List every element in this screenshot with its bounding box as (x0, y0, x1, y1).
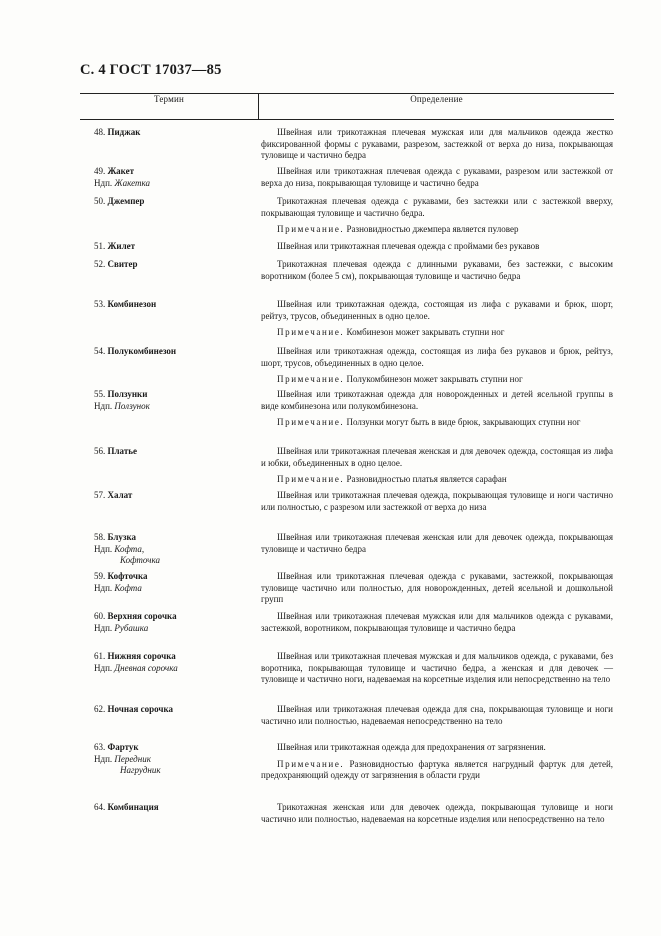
term-name: Свитер (107, 259, 138, 269)
deprecated-term: Жакетка (114, 177, 150, 188)
ndp-label: Ндп. (94, 400, 113, 411)
term-cell (94, 259, 264, 271)
term-name: Комбинезон (107, 299, 157, 309)
definition-note (261, 759, 613, 782)
term-cell (94, 704, 264, 716)
definition-text: Швейная или трикотажная плечевая мужская или для мальчиков одежда жестко фиксированной формы с рукавами, разрезом, застежкой от верха до низа, покрывающая туловище и частично бедра (261, 127, 613, 161)
deprecated-term: Кофта, (114, 543, 145, 554)
term-number: 54. (94, 346, 106, 356)
deprecated-term: Рубашка (114, 622, 149, 633)
term-name: Кофточка (107, 571, 148, 581)
note-label: Примечание. (277, 224, 345, 235)
note-text: Полукомбинезон может закрывать ступни ног (346, 374, 523, 385)
definition-cell (261, 446, 613, 486)
term-name: Жакет (107, 166, 135, 176)
deprecated-term: Кофта (114, 582, 142, 593)
term-number: 49. (94, 166, 106, 176)
term-cell (94, 196, 264, 208)
definition-note (261, 327, 613, 339)
note-label: Примечание. (277, 374, 345, 385)
term-cell (94, 389, 264, 412)
note-label: Примечание. (277, 474, 345, 485)
deprecated-term-line (94, 754, 264, 766)
definition-text: Швейная или трикотажная плечевая женская или для девочек одежда, покрывающая туловище и частично бедра (261, 532, 613, 554)
table-header-divider (258, 94, 259, 119)
term-number: 55. (94, 389, 106, 399)
term-cell (94, 299, 264, 311)
term-number: 64. (94, 802, 106, 812)
definition-text: Швейная или трикотажная плечевая женская и для девочек одежда, состоящая из лифа и юбки, объединенных в одно целое. (261, 446, 613, 468)
deprecated-term: Дневная сорочка (114, 662, 178, 673)
definition-cell (261, 651, 613, 686)
table-header (80, 94, 614, 119)
definition-cell (261, 196, 613, 236)
term-name: Ночная сорочка (107, 704, 174, 714)
term-name: Полукомбинезон (107, 346, 177, 356)
term-number: 58. (94, 532, 106, 542)
term-cell (94, 532, 264, 567)
definition-text: Швейная или трикотажная одежда, состоящая из лифа без рукавов и брюк, рейтуз, шорт, трусов, объединенных в одно целое. (261, 346, 613, 368)
term-cell (94, 802, 264, 814)
term-number: 59. (94, 571, 106, 581)
definition-cell (261, 346, 613, 386)
term-number: 50. (94, 196, 106, 206)
term-name: Платье (107, 446, 137, 456)
ndp-label: Ндп. (94, 622, 113, 633)
term-name: Верхняя сорочка (107, 611, 177, 621)
term-cell (94, 241, 264, 253)
term-cell (94, 127, 264, 139)
table-header-rule (80, 119, 614, 120)
note-text: Ползунки могут быть в виде брюк, закрывающих ступни ног (346, 417, 581, 428)
definition-text: Швейная или трикотажная одежда, состоящая из лифа с рукавами и брюк, шорт, рейтуз, трусов, объединенных в одно целое. (261, 299, 613, 321)
definition-text: Швейная или трикотажная плечевая одежда с рукавами, разрезом или застежкой от верха до низа, покрывающая туловище и частично бедра (261, 166, 613, 188)
term-name: Халат (107, 490, 133, 500)
deprecated-term-line (94, 663, 264, 675)
term-cell (94, 490, 264, 502)
definition-cell (261, 802, 613, 825)
term-cell (94, 651, 264, 674)
note-text: Разновидностью платья является сарафан (346, 474, 507, 485)
deprecated-term: Ползунок (114, 400, 150, 411)
term-cell (94, 611, 264, 634)
ndp-label: Ндп. (94, 662, 113, 673)
term-cell (94, 446, 264, 458)
definition-text: Швейная или трикотажная одежда для предохранения от загрязнения. (277, 742, 546, 752)
term-number: 60. (94, 611, 106, 621)
term-name: Ползунки (107, 389, 148, 399)
deprecated-term-line (94, 178, 264, 190)
definition-text: Швейная или трикотажная плечевая одежда для сна, покрывающая туловище и ноги частично или полностью, надеваемая непосредственно на тело (261, 704, 613, 726)
definition-text: Швейная или трикотажная плечевая одежда с рукавами, застежкой, покрывающая туловище частично или полностью, для новорожденных, детей ясельной и дошкольной групп (261, 571, 613, 605)
note-text: Разновидностью джемпера является пуловер (346, 224, 519, 235)
definition-cell (261, 611, 613, 634)
ndp-label: Ндп. (94, 543, 113, 554)
definition-note (261, 224, 613, 236)
term-number: 63. (94, 742, 106, 752)
definition-note (261, 374, 613, 386)
term-number: 51. (94, 241, 106, 251)
term-cell (94, 346, 264, 358)
definition-text: Трикотажная плечевая одежда с рукавами, без застежки или с застежкой вверху, покрывающая туловище и частично бедра. (261, 196, 613, 218)
term-number: 56. (94, 446, 106, 456)
term-cell (94, 742, 264, 777)
term-number: 61. (94, 651, 106, 661)
definition-text: Трикотажная плечевая одежда с длинными рукавами, без застежки, с высоким воротником (более 5 см), покрывающая туловище и частично бедра (261, 259, 613, 281)
definition-cell (261, 532, 613, 555)
definition-cell (261, 742, 613, 782)
term-name: Жилет (107, 241, 136, 251)
definition-cell (261, 299, 613, 339)
definition-text: Швейная или трикотажная одежда для новорожденных и детей ясельной группы в виде комбинезона или полукомбинезона. (261, 389, 613, 411)
deprecated-term-line (94, 401, 264, 413)
deprecated-term: Кофточка (120, 555, 160, 566)
column-header-definition: Определение (410, 94, 463, 104)
definition-cell (261, 241, 613, 253)
term-cell (94, 166, 264, 189)
term-cell (94, 571, 264, 594)
term-number: 57. (94, 490, 106, 500)
definition-cell (261, 259, 613, 282)
term-name: Пиджак (107, 127, 141, 137)
term-number: 53. (94, 299, 106, 309)
definition-text: Швейная или трикотажная плечевая одежда с проймами без рукавов (277, 241, 540, 251)
definition-cell (261, 166, 613, 189)
deprecated-term-line (94, 623, 264, 635)
note-label: Примечание. (277, 327, 345, 338)
page-header: С. 4 ГОСТ 17037—85 (80, 62, 222, 78)
deprecated-term-line (94, 583, 264, 595)
note-text: Разновидностью фартука является нагрудный фартук для детей, предохраняющий одежду от загрязнения в области груди (261, 758, 614, 781)
definition-note (261, 474, 613, 486)
note-label: Примечание. (277, 417, 345, 428)
term-name: Блузка (107, 532, 137, 542)
term-number: 62. (94, 704, 106, 714)
definition-cell (261, 571, 613, 606)
definition-cell (261, 490, 613, 513)
ndp-label: Ндп. (94, 177, 113, 188)
deprecated-term: Нагрудник (120, 765, 161, 776)
definition-cell (261, 389, 613, 429)
column-header-term: Термин (153, 94, 185, 104)
term-name: Комбинация (107, 802, 159, 812)
term-name: Нижняя сорочка (107, 651, 176, 661)
term-name: Фартук (107, 742, 139, 752)
note-text: Комбинезон может закрывать ступни ног (346, 327, 505, 338)
ndp-label: Ндп. (94, 582, 113, 593)
term-name: Джемпер (107, 196, 145, 206)
definition-text: Швейная или трикотажная плечевая одежда, покрывающая туловище и ноги частично или полностью, с разрезом или застежкой от верха до низа (261, 490, 613, 512)
term-number: 48. (94, 127, 106, 137)
ndp-label: Ндп. (94, 753, 113, 764)
deprecated-term-line (94, 544, 264, 556)
definition-note (261, 417, 613, 429)
term-number: 52. (94, 259, 106, 269)
definition-text: Швейная или трикотажная плечевая мужская и для мальчиков одежда, с рукавами, без воротника, покрывающая туловище и частично бедра, а женская и для девочек — туловище и частично ноги, надеваемая на корсетные изделия или непосредственно на тело (261, 651, 613, 685)
definition-text: Швейная или трикотажная плечевая мужская или для мальчиков одежда с рукавами, застежкой, воротником, покрывающая туловище и частично бедра (261, 611, 613, 633)
note-label: Примечание. (277, 758, 345, 769)
definition-cell (261, 127, 613, 162)
definition-cell (261, 704, 613, 727)
deprecated-term: Передник (114, 753, 151, 764)
definition-text: Трикотажная женская или для девочек одежда, покрывающая туловище и ноги частично или полностью, надеваемая на корсетные изделия или непосредственно на тело (261, 802, 613, 824)
